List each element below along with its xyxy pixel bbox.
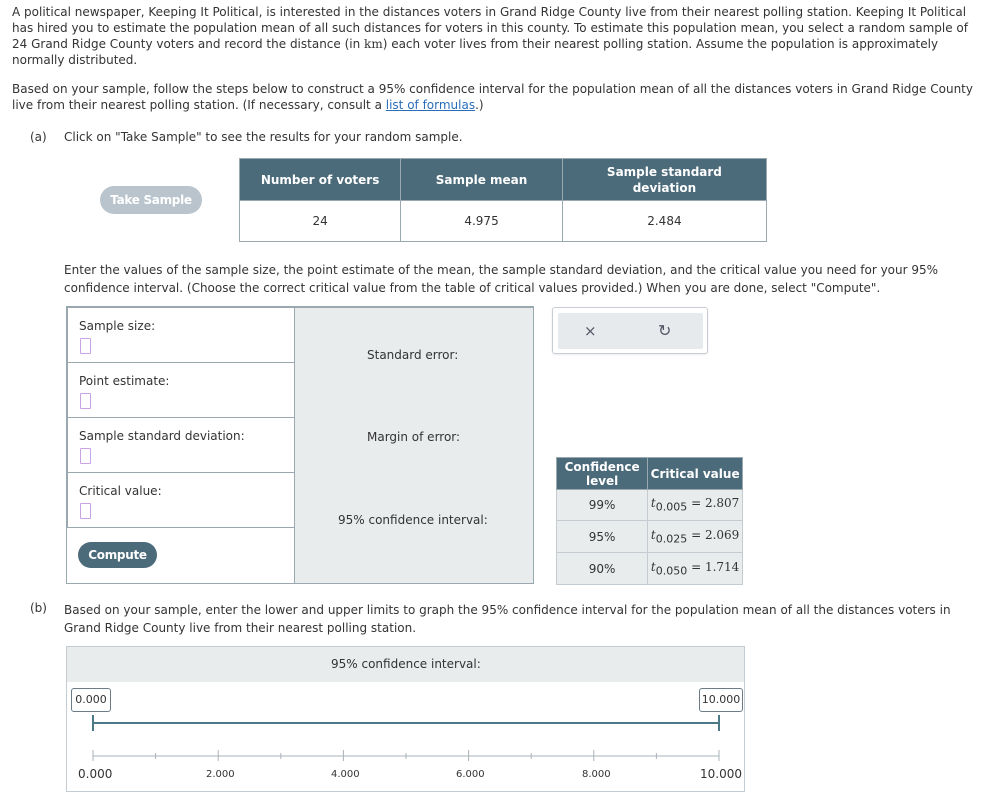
critical-value-input[interactable]: [80, 503, 91, 519]
value-sample-mean: 4.975: [401, 201, 563, 242]
part-a-instruction: Click on "Take Sample" to see the results for your random sample.: [64, 130, 463, 144]
compute-button[interactable]: Compute: [78, 542, 157, 568]
header-number-of-voters: Number of voters: [240, 159, 401, 201]
part-b-label: (b): [30, 601, 47, 615]
lower-limit-input[interactable]: 0.000: [71, 688, 111, 712]
header-critical-value: Critical value: [648, 458, 743, 490]
value-sample-sd: 2.484: [562, 201, 766, 242]
sample-size-label: Sample size:: [79, 319, 156, 333]
problem-instructions: Based on your sample, follow the steps below to construct a 95% confidence interval for the population mean of all the distances voters in Grand Ridge County live from their nearest polling station. (If necessary, consult a list of formulas.): [12, 82, 973, 112]
confidence-level-95: 95%: [557, 521, 648, 553]
unit-km: km: [364, 37, 383, 51]
axis-label-2: 2.000: [206, 769, 235, 780]
clear-icon[interactable]: ×: [584, 322, 597, 340]
axis-label-4: 4.000: [331, 769, 360, 780]
header-sample-sd: Sample standard deviation: [562, 159, 766, 201]
confidence-interval-label: 95% confidence interval:: [338, 513, 488, 527]
input-panel: [66, 306, 534, 584]
value-number-of-voters: 24: [240, 201, 401, 242]
formulas-link[interactable]: list of formulas: [385, 98, 476, 112]
confidence-level-99: 99%: [557, 490, 648, 521]
part-b-instruction: Based on your sample, enter the lower and upper limits to graph the 95% confidence interval for the population mean of all the distances voters in Grand Ridge County live from their nearest polling station.: [64, 603, 951, 635]
point-estimate-label: Point estimate:: [79, 374, 170, 388]
axis-label-6: 6.000: [456, 769, 485, 780]
axis-label-0: 0.000: [78, 767, 113, 781]
problem-intro: A political newspaper, Keeping It Political, is interested in the distances voters in Grand Ridge County live from their nearest polling station. Keeping It Political has hired you to estimate the population mean of all such distances for voters in this county. To estimate this population mean, you select a random sample of 24 Grand Ridge County voters and record the distance (in km) each voter lives from their nearest polling station. Assume the population is approximately normally distributed.: [12, 5, 968, 67]
reset-icon[interactable]: ↻: [658, 321, 672, 340]
critical-value-90: $t_{0.050} = 1.714$: [648, 553, 743, 585]
interval-axis: [67, 709, 744, 761]
sample-size-cell: [67, 307, 295, 363]
axis-label-10: 10.000: [700, 767, 742, 781]
sample-sd-label: Sample standard deviation:: [79, 429, 245, 443]
results-panel: [294, 307, 534, 584]
answer-tools: [552, 307, 708, 354]
part-a-label: (a): [30, 130, 47, 144]
interval-graph: [66, 646, 745, 792]
interval-graph-header: [67, 647, 744, 682]
point-estimate-cell: [67, 362, 295, 418]
standard-error-label: Standard error:: [367, 348, 459, 362]
answer-tools-bar: [558, 313, 703, 349]
sample-size-input[interactable]: [80, 338, 91, 354]
point-estimate-input[interactable]: [80, 393, 91, 409]
interval-bar[interactable]: [93, 715, 719, 731]
confidence-level-90: 90%: [557, 553, 648, 585]
header-confidence-level: Confidence level: [557, 458, 648, 490]
critical-values-table: [556, 457, 743, 585]
critical-value-95: $t_{0.025} = 2.069$: [648, 521, 743, 553]
critical-value-label: Critical value:: [79, 484, 162, 498]
sample-results-table: [239, 158, 767, 242]
enter-values-instruction: Enter the values of the sample size, the point estimate of the mean, the sample standard deviation, and the critical value you need for your 95% confidence interval. (Choose the correct critical value from the table of critical values provided.) When you are done, select "Compute".: [64, 263, 939, 295]
upper-limit-input[interactable]: 10.000: [699, 688, 743, 712]
critical-value-cell: [67, 472, 295, 528]
sample-sd-input[interactable]: [80, 448, 91, 464]
take-sample-button[interactable]: Take Sample: [100, 186, 202, 214]
sample-sd-cell: [67, 417, 295, 473]
interval-graph-title: 95% confidence interval:: [331, 657, 481, 671]
header-sample-mean: Sample mean: [401, 159, 563, 201]
critical-value-99: $t_{0.005} = 2.807$: [648, 490, 743, 521]
margin-of-error-label: Margin of error:: [367, 430, 461, 444]
axis-label-8: 8.000: [582, 769, 611, 780]
